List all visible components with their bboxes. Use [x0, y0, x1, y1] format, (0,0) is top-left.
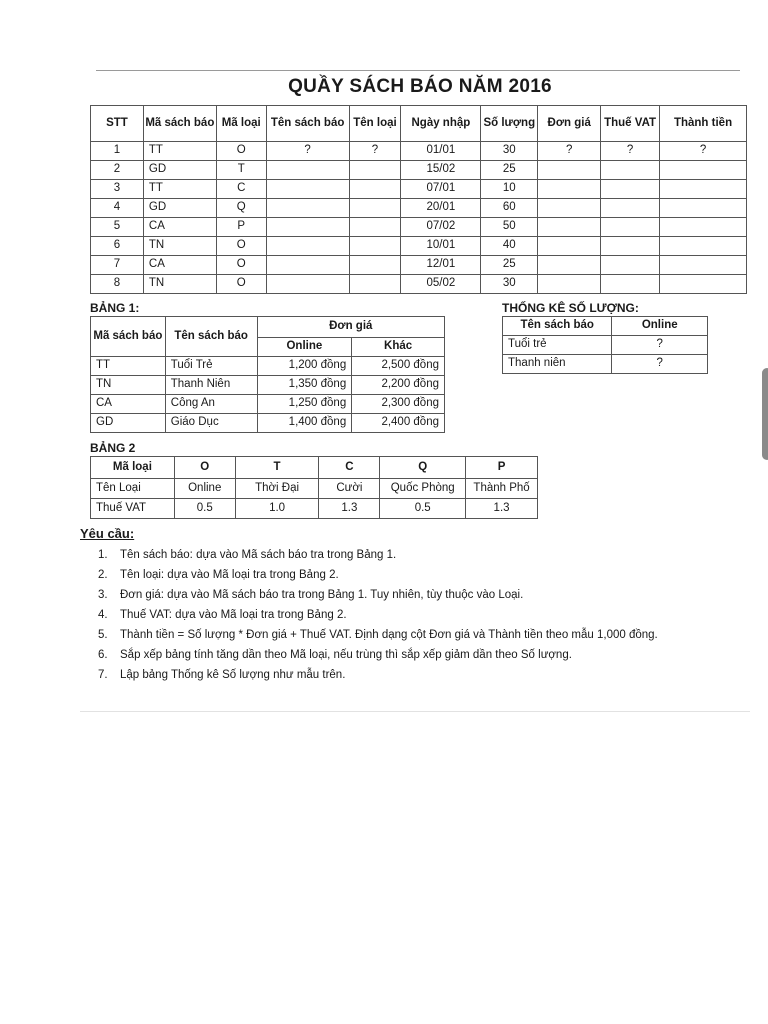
list-item-text: Đơn giá: dựa vào Mã sách báo tra trong Bảng 1. Tuy nhiên, tùy thuộc vào Loại.	[120, 589, 524, 601]
list-item-number: 2.	[98, 569, 108, 581]
table-cell: 15/02	[401, 161, 481, 180]
table-cell: 1,250 đồng	[257, 395, 352, 414]
table-row	[91, 479, 538, 499]
table-cell	[660, 218, 747, 237]
table-cell: 1,200 đồng	[257, 357, 352, 376]
table-cell: 1	[91, 142, 144, 161]
table-cell	[349, 275, 401, 294]
table-cell	[538, 180, 601, 199]
main-table-header-cell: STT	[91, 106, 144, 142]
table-cell: 40	[481, 237, 538, 256]
table-cell: Tuổi trẻ	[503, 336, 612, 355]
table-row	[91, 142, 747, 161]
table-cell	[349, 237, 401, 256]
table-cell: ?	[601, 142, 660, 161]
list-item-text: Tên sách báo: dựa vào Mã sách báo tra trong Bảng 1.	[120, 549, 397, 561]
stats-table-header-cell: Online	[612, 317, 708, 336]
list-item-number: 3.	[98, 589, 108, 601]
main-table-header-cell: Đơn giá	[538, 106, 601, 142]
table2-label: BẢNG 2	[90, 441, 136, 455]
table-cell: GD	[91, 414, 166, 433]
table-cell: O	[216, 237, 266, 256]
table-cell	[266, 237, 349, 256]
list-item	[98, 585, 738, 605]
list-item-number: 1.	[98, 549, 108, 561]
table-cell: P	[216, 218, 266, 237]
table1-header-name: Tên sách báo	[165, 317, 257, 357]
list-item-text: Thuế VAT: dựa vào Mã loại tra trong Bảng 2.	[120, 609, 347, 621]
bottom-divider	[80, 711, 750, 712]
table-cell	[349, 199, 401, 218]
table-cell: O	[216, 142, 266, 161]
stats-table-body	[503, 336, 708, 374]
table2-header-cell: Q	[380, 457, 466, 479]
table-cell: 2,300 đồng	[352, 395, 445, 414]
table-cell	[538, 218, 601, 237]
table-cell: Online	[174, 479, 235, 499]
table-cell: 2,400 đồng	[352, 414, 445, 433]
main-table-header-row	[91, 106, 747, 142]
table-cell: TT	[91, 357, 166, 376]
table-cell	[266, 180, 349, 199]
table-row	[503, 336, 708, 355]
list-item-text: Tên loại: dựa vào Mã loại tra trong Bảng 2.	[120, 569, 339, 581]
table-cell: TN	[143, 275, 216, 294]
table-cell	[349, 161, 401, 180]
list-item-number: 5.	[98, 629, 108, 641]
table-row	[91, 357, 445, 376]
table-cell: 8	[91, 275, 144, 294]
requirements-heading: Yêu cầu:	[80, 526, 135, 541]
table-cell: 5	[91, 218, 144, 237]
table-cell: ?	[266, 142, 349, 161]
table-cell: 01/01	[401, 142, 481, 161]
table-cell: Thời Đại	[235, 479, 319, 499]
table-cell	[601, 275, 660, 294]
table-cell	[266, 199, 349, 218]
table-cell: 07/02	[401, 218, 481, 237]
table-cell: TT	[143, 142, 216, 161]
table-cell: 7	[91, 256, 144, 275]
list-item	[98, 545, 738, 565]
table1-label: BẢNG 1:	[90, 301, 140, 315]
table2-header-cell: Mã loại	[91, 457, 175, 479]
table-row	[91, 180, 747, 199]
table-cell: TN	[91, 376, 166, 395]
table-cell: 1.0	[235, 499, 319, 519]
list-item	[98, 645, 738, 665]
table-cell: Thành Phố	[466, 479, 538, 499]
table-cell: CA	[143, 256, 216, 275]
table-cell: O	[216, 256, 266, 275]
table-cell: ?	[612, 336, 708, 355]
table-cell	[660, 275, 747, 294]
table-cell: ?	[660, 142, 747, 161]
table-row	[91, 237, 747, 256]
table-cell: GD	[143, 199, 216, 218]
list-item	[98, 565, 738, 585]
list-item-number: 6.	[98, 649, 108, 661]
scrollbar-handle[interactable]	[762, 368, 768, 460]
table-row	[91, 218, 747, 237]
table-cell: ?	[349, 142, 401, 161]
table-cell: 1.3	[466, 499, 538, 519]
table-cell: C	[216, 180, 266, 199]
table-cell	[601, 218, 660, 237]
list-item	[98, 625, 738, 645]
table-cell: 10	[481, 180, 538, 199]
table-cell: 1,400 đồng	[257, 414, 352, 433]
table-cell: 50	[481, 218, 538, 237]
table-cell	[266, 218, 349, 237]
table-cell: ?	[538, 142, 601, 161]
table1-header-other: Khác	[352, 338, 445, 357]
table-cell: GD	[143, 161, 216, 180]
main-table-header-cell: Thuế VAT	[601, 106, 660, 142]
table-cell	[601, 199, 660, 218]
table2-header-row	[91, 457, 538, 479]
table-cell	[660, 161, 747, 180]
table-cell: CA	[143, 218, 216, 237]
list-item-text: Thành tiền = Số lượng * Đơn giá + Thuế VAT. Định dạng cột Đơn giá và Thành tiền theo mẫu 1,000 đồng.	[120, 629, 658, 641]
list-item-text: Sắp xếp bảng tính tăng dần theo Mã loại, nếu trùng thì sắp xếp giảm dần theo Số lượng.	[120, 649, 572, 661]
table2-header-cell: P	[466, 457, 538, 479]
table-row	[91, 256, 747, 275]
table-cell: 2,200 đồng	[352, 376, 445, 395]
table-cell: Q	[216, 199, 266, 218]
main-table-header-cell: Số lượng	[481, 106, 538, 142]
table1-header-online: Online	[257, 338, 352, 357]
main-table-header-cell: Tên loại	[349, 106, 401, 142]
table2	[90, 456, 538, 519]
table-cell: Giáo Dục	[165, 414, 257, 433]
table-cell: Tuổi Trẻ	[165, 357, 257, 376]
table-cell: Quốc Phòng	[380, 479, 466, 499]
page-title: QUẦY SÁCH BÁO NĂM 2016	[288, 76, 552, 97]
main-table-header-cell: Ngày nhập	[401, 106, 481, 142]
main-table-header-cell: Tên sách báo	[266, 106, 349, 142]
list-item	[98, 605, 738, 625]
list-item-text: Lập bảng Thống kê Số lượng như mẫu trên.	[120, 669, 346, 681]
table-row	[91, 376, 445, 395]
table-row	[91, 395, 445, 414]
list-item-number: 4.	[98, 609, 108, 621]
table-cell: 1.3	[319, 499, 380, 519]
table-cell: 3	[91, 180, 144, 199]
table-cell	[660, 256, 747, 275]
table-cell	[660, 199, 747, 218]
table-cell: Tên Loại	[91, 479, 175, 499]
table-cell: Cười	[319, 479, 380, 499]
list-item	[98, 665, 738, 685]
table1-header-code: Mã sách báo	[91, 317, 166, 357]
table-cell	[349, 256, 401, 275]
table-cell: 07/01	[401, 180, 481, 199]
table-cell: Thanh niên	[503, 355, 612, 374]
stats-table	[502, 316, 708, 374]
table-cell: 25	[481, 256, 538, 275]
table1-body	[91, 357, 445, 433]
stats-table-header-cell: Tên sách báo	[503, 317, 612, 336]
table-cell	[349, 180, 401, 199]
table-cell: 6	[91, 237, 144, 256]
table-cell: 05/02	[401, 275, 481, 294]
table-cell: 0.5	[174, 499, 235, 519]
table-cell: 10/01	[401, 237, 481, 256]
table-cell	[266, 275, 349, 294]
stats-table-header-row	[503, 317, 708, 336]
table-cell: 20/01	[401, 199, 481, 218]
table1-header-price: Đơn giá	[257, 317, 444, 338]
table-cell: Công An	[165, 395, 257, 414]
list-item-number: 7.	[98, 669, 108, 681]
table-cell	[601, 180, 660, 199]
table-cell: 2	[91, 161, 144, 180]
table-cell: 1,350 đồng	[257, 376, 352, 395]
table-cell: O	[216, 275, 266, 294]
table-row	[91, 499, 538, 519]
table-cell: ?	[612, 355, 708, 374]
table-cell	[266, 256, 349, 275]
table-cell	[601, 237, 660, 256]
table-cell: 60	[481, 199, 538, 218]
table-row	[91, 199, 747, 218]
table2-header-cell: C	[319, 457, 380, 479]
table-cell	[660, 237, 747, 256]
main-table-header-cell: Mã sách báo	[143, 106, 216, 142]
table-cell: TT	[143, 180, 216, 199]
table-cell: 12/01	[401, 256, 481, 275]
main-table-body	[91, 142, 747, 294]
table-cell	[538, 275, 601, 294]
table-cell: Thuế VAT	[91, 499, 175, 519]
table-cell	[601, 161, 660, 180]
table-row	[91, 414, 445, 433]
table-cell: T	[216, 161, 266, 180]
table-cell: 30	[481, 275, 538, 294]
main-table-header-cell: Mã loại	[216, 106, 266, 142]
table2-header-cell: T	[235, 457, 319, 479]
table-cell	[266, 161, 349, 180]
table-cell	[538, 161, 601, 180]
table-cell	[349, 218, 401, 237]
table-cell: 0.5	[380, 499, 466, 519]
table-cell	[538, 256, 601, 275]
table2-body	[91, 479, 538, 519]
table-row	[91, 161, 747, 180]
table2-header-cell: O	[174, 457, 235, 479]
table-cell: 25	[481, 161, 538, 180]
main-table-header-cell: Thành tiền	[660, 106, 747, 142]
table-cell	[660, 180, 747, 199]
table-row	[503, 355, 708, 374]
table-row	[91, 275, 747, 294]
table-cell: Thanh Niên	[165, 376, 257, 395]
table-cell	[601, 256, 660, 275]
main-data-table	[90, 105, 747, 294]
table-cell	[538, 237, 601, 256]
table-cell	[538, 199, 601, 218]
top-divider	[96, 70, 740, 71]
requirements-list	[98, 545, 738, 685]
table-cell: 2,500 đồng	[352, 357, 445, 376]
table-cell: TN	[143, 237, 216, 256]
table1	[90, 316, 445, 433]
table-cell: CA	[91, 395, 166, 414]
stats-table-label: THỐNG KÊ SỐ LƯỢNG:	[502, 301, 639, 315]
table-cell: 4	[91, 199, 144, 218]
table-cell: 30	[481, 142, 538, 161]
